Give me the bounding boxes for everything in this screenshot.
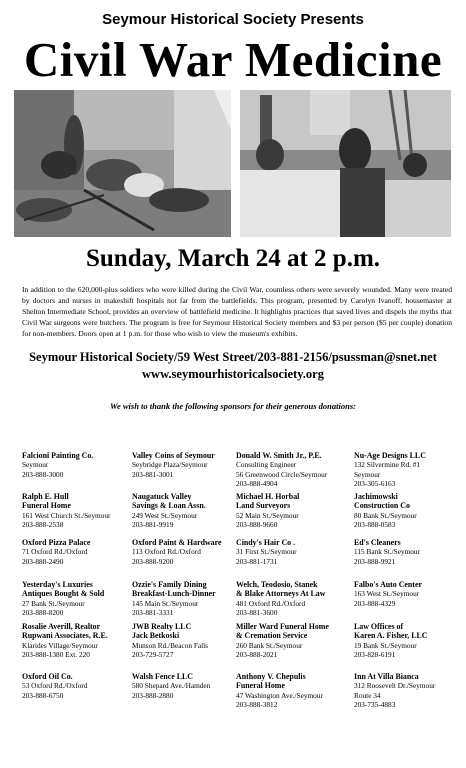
sponsor-entry: [236, 538, 297, 566]
sponsor-detail: Route 34: [354, 690, 381, 700]
photo-hospital-ward: [240, 90, 451, 237]
website-url: www.seymourhistoricalsociety.org: [142, 367, 324, 381]
sponsor-detail: 260 Bank St./Seymour: [236, 640, 303, 650]
sponsor-entry: [22, 622, 108, 660]
sponsor-detail: 47 Washington Ave./Seymour: [236, 690, 323, 700]
sponsor-name: Ozzie's Family Dining: [132, 580, 207, 589]
sponsor-name: Oxford Oil Co.: [22, 672, 73, 681]
sponsor-entry: [22, 672, 87, 700]
sponsor-entry: [236, 622, 329, 660]
sponsor-name: Rosalie Averill, Realtor: [22, 622, 101, 631]
sponsor-detail: Seymour: [354, 469, 381, 479]
sponsor-entry: [132, 672, 210, 700]
sponsor-entry: [22, 492, 110, 530]
sponsor-detail: 203-881-3001: [132, 469, 174, 479]
sponsor-detail: 115 Bank St./Seymour: [354, 547, 421, 557]
sponsor-name: Cindy's Hair Co .: [236, 538, 296, 547]
sponsor-entry: [22, 580, 104, 618]
sponsor-entry: [132, 492, 206, 530]
sponsor-detail: 203-888-9200: [132, 556, 174, 566]
sponsor-name: Michael H. Horbal: [236, 492, 300, 501]
sponsor-entry: [354, 622, 427, 660]
sponsor-name: Donald W. Smith Jr., P.E.: [236, 451, 322, 460]
sponsor-detail: 203-888-2490: [22, 556, 64, 566]
presenter-line: Seymour Historical Society Presents: [102, 11, 364, 28]
sponsor-entry: [22, 538, 90, 566]
sponsor-detail: 203-888-1380 Ext. 220: [22, 650, 90, 660]
sponsor-name: Inn At Villa Bianca: [354, 672, 419, 681]
sponsor-detail: 203-881-3600: [236, 608, 278, 618]
sponsor-name: Walsh Fence LLC: [132, 672, 193, 681]
sponsor-name: & Cremation Service: [236, 631, 308, 641]
sponsor-entry: [236, 672, 323, 710]
sponsor-detail: 80 Bank St./Seymour: [354, 510, 417, 520]
sponsor-detail: 161 West Church St./Seymour: [22, 510, 111, 520]
sponsor-detail: 203-881-9919: [132, 520, 174, 530]
sponsor-name: Law Offices of: [354, 622, 404, 631]
sponsor-name: Breakfast-Lunch-Dinner: [132, 589, 216, 599]
sponsor-detail: 203-828-6191: [354, 650, 396, 660]
sponsor-detail: 145 Main St./Seymour: [132, 598, 199, 608]
photo-wounded-soldiers-outdoors: [14, 90, 231, 237]
sponsor-detail: 203-888-8200: [22, 608, 64, 618]
sponsor-entry: [354, 451, 426, 489]
sponsor-name: & Blake Attorneys At Law: [236, 589, 326, 599]
sponsor-name: Jack Betkoski: [132, 631, 180, 641]
sponsor-detail: Seymour: [22, 460, 49, 470]
sponsor-entry: [354, 580, 422, 608]
sponsor-detail: Seybridge Plaza/Seymour: [132, 460, 208, 470]
sponsor-detail: 203-888-6750: [22, 690, 64, 700]
sponsor-detail: 203-888-2538: [22, 520, 64, 530]
sponsor-name: Oxford Pizza Palace: [22, 538, 91, 547]
sponsor-name: Welch, Teodosio, Stanek: [236, 580, 318, 589]
sponsor-entry: [132, 580, 216, 618]
sponsor-name: Rupwani Associates, R.E.: [22, 631, 108, 641]
sponsor-name: Falbo's Auto Center: [354, 580, 422, 589]
sponsor-detail: 132 Silvermine Rd. #1: [354, 460, 421, 470]
sponsor-detail: Munson Rd./Beacon Falls: [132, 640, 209, 650]
sponsor-detail: 31 First St./Seymour: [236, 547, 297, 557]
sponsor-detail: 203-881-3331: [132, 608, 174, 618]
sponsor-detail: 249 West St./Seymour: [132, 510, 198, 520]
sponsor-detail: 19 Bank St./Seymour: [354, 640, 417, 650]
sponsor-name: Naugatuck Valley: [132, 492, 192, 501]
contact-line: Seymour Historical Society/59 West Street/203-881-2156/psussman@snet.net: [29, 350, 437, 364]
sponsor-name: Funeral Home: [22, 501, 71, 511]
sponsor-entry: [132, 622, 208, 660]
event-description: In addition to the 620,000-plus soldiers who were killed during the Civil War, countless others were severely wounded. Many were treated by doctors and nurses in makeshift hospitals not far from the battlefields. This program, presented by Carolyn Ivanoff, housemaster at Shelton Intermediate School, provides an overview of battlefield medicine. It highlights practices that saved lives and dispels the myths that Civil War surgeons were butchers. The program is free for Seymour Historical Society members and $3 per person ($5 per couple) donation for non-members. Doors open at 1 p.m. for those who wish to view the museum's exhibits.: [22, 285, 452, 338]
sponsor-entry: [354, 672, 435, 710]
sponsor-entry: [354, 538, 420, 566]
sponsor-detail: 52 Main St./Seymour: [236, 510, 299, 520]
sponsor-name: Falcioni Painting Co.: [22, 451, 94, 460]
sponsor-name: Miller Ward Funeral Home: [236, 622, 329, 631]
sponsor-name: Anthony V. Chepulis: [236, 672, 306, 681]
sponsor-detail: 71 Oxford Rd./Oxford: [22, 547, 88, 557]
sponsor-detail: 312 Roosevelt Dr./Seymour: [354, 681, 436, 691]
sponsor-name: Nu-Age Designs LLC: [354, 451, 426, 460]
sponsor-entry: [132, 451, 215, 479]
sponsor-detail: 203-729-5727: [132, 650, 174, 660]
sponsor-name: Funeral Home: [236, 681, 285, 691]
sponsor-name: Karen A. Fisher, LLC: [354, 631, 428, 641]
sponsor-detail: 27 Bank St./Seymour: [22, 598, 85, 608]
sponsor-name: Oxford Paint & Hardware: [132, 538, 222, 547]
sponsor-name: Jachimowski: [354, 492, 398, 501]
sponsor-detail: 203-888-3000: [22, 469, 64, 479]
sponsor-entry: [132, 538, 222, 566]
sponsor-detail: 203-888-0583: [354, 520, 396, 530]
sponsor-detail: 56 Greenwood Circle/Seymour: [236, 469, 328, 479]
sponsor-name: Ed's Cleaners: [354, 538, 401, 547]
sponsor-detail: 203-888-2880: [132, 690, 174, 700]
sponsor-entry: [236, 451, 327, 489]
sponsor-name: Valley Coins of Seymour: [132, 451, 215, 460]
sponsor-name: Construction Co: [354, 501, 410, 511]
sponsor-detail: 580 Shepard Ave./Hamden: [132, 681, 211, 691]
sponsor-detail: 53 Oxford Rd./Oxford: [22, 681, 88, 691]
sponsor-detail: Consulting Engineer: [236, 460, 297, 470]
sponsor-name: Ralph E. Hull: [22, 492, 69, 501]
poster-title: Civil War Medicine: [23, 32, 443, 87]
sponsor-detail: 203-881-1731: [236, 556, 278, 566]
sponsor-name: Savings & Loan Assn.: [132, 501, 206, 511]
sponsor-detail: 203-305-6163: [354, 479, 396, 489]
sponsor-name: JWB Realty LLC: [132, 622, 192, 631]
sponsor-detail: 203-888-2021: [236, 650, 278, 660]
sponsor-detail: 203-735-4883: [354, 700, 396, 710]
sponsor-detail: 481 Oxford Rd./Oxford: [236, 598, 306, 608]
sponsor-name: Land Surveyors: [236, 501, 291, 511]
sponsor-detail: 203-888-4329: [354, 598, 396, 608]
event-date-time: Sunday, March 24 at 2 p.m.: [85, 245, 381, 272]
sponsor-entry: [236, 580, 325, 618]
sponsor-detail: 203-888-9921: [354, 556, 396, 566]
sponsor-name: Yesterday's Luxuries: [22, 580, 93, 589]
sponsor-detail: 163 West St./Seymour: [354, 589, 420, 599]
sponsor-name: Antiques Bought & Sold: [22, 589, 105, 599]
sponsors-heading: We wish to thank the following sponsors for their generous donations:: [110, 401, 356, 411]
sponsor-detail: 203-888-4904: [236, 479, 278, 489]
sponsor-entry: [354, 492, 417, 530]
sponsor-detail: 113 Oxford Rd./Oxford: [132, 547, 201, 557]
sponsor-detail: 203-888-3812: [236, 700, 278, 710]
sponsor-entry: [22, 451, 93, 479]
sponsor-detail: Klarides Village/Seymour: [22, 640, 98, 650]
sponsor-entry: [236, 492, 299, 530]
sponsor-detail: 203-888-9660: [236, 520, 278, 530]
